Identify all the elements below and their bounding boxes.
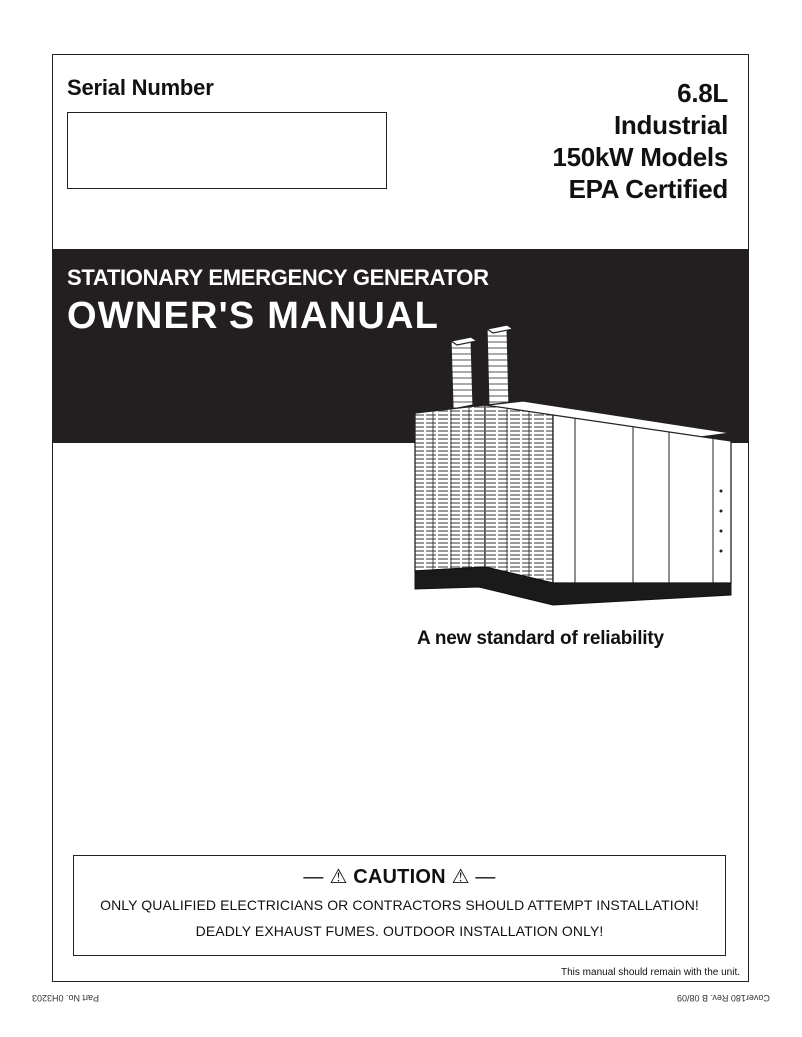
warning-triangle-icon: ⚠	[451, 866, 470, 888]
generator-illustration	[413, 321, 733, 607]
model-line-class: Industrial	[613, 110, 728, 140]
serial-number-label: Serial Number	[67, 75, 214, 100]
dash-right: —	[475, 866, 496, 888]
serial-number-box	[67, 112, 387, 189]
caution-heading	[74, 864, 725, 889]
caution-line-installation: ONLY QUALIFIED ELECTRICIANS OR CONTRACTORS SHOULD ATTEMPT INSTALLATION!	[100, 897, 699, 913]
warning-triangle-icon: ⚠	[329, 866, 348, 888]
manual-subtitle: STATIONARY EMERGENCY GENERATOR	[67, 265, 489, 290]
caution-box	[73, 855, 726, 956]
cover-frame	[52, 54, 749, 982]
part-number: Part No. 0H3203	[32, 993, 100, 1003]
caution-label: CAUTION	[353, 866, 446, 888]
model-info	[552, 77, 728, 205]
cover-revision: Cover180 Rev. B 08/09	[677, 993, 770, 1003]
model-line-rating: 150kW Models	[552, 142, 728, 172]
dash-left: —	[303, 866, 324, 888]
manual-title: OWNER'S MANUAL	[67, 295, 440, 337]
caution-line-exhaust: DEADLY EXHAUST FUMES. OUTDOOR INSTALLATION ONLY!	[195, 923, 604, 939]
model-line-engine: 6.8L	[677, 78, 728, 108]
model-line-certification: EPA Certified	[568, 174, 728, 204]
tagline: A new standard of reliability	[417, 628, 664, 649]
manual-remain-note: This manual should remain with the unit.	[561, 967, 740, 978]
